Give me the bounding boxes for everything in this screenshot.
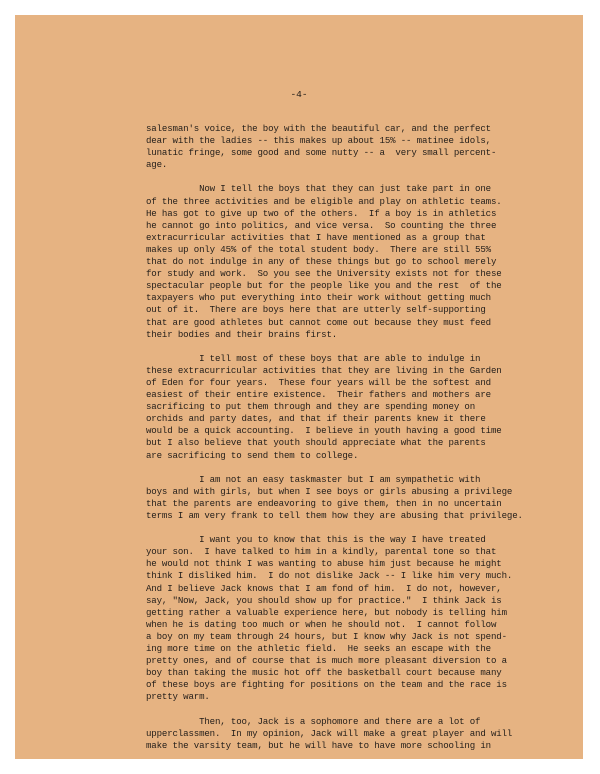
text-line: think I disliked him. I do not dislike Jack -- I like him very much. (146, 570, 513, 582)
text-line: I want you to know that this is the way I have treated (146, 534, 486, 546)
text-line: dear with the ladies -- this makes up about 15% -- matinee idols, (146, 135, 491, 147)
text-line: but I also believe that youth should appreciate what the parents (146, 437, 486, 449)
text-line: I tell most of these boys that are able to indulge in (146, 352, 481, 364)
text-line: of the three activities and be eligible and play on athletic teams. (146, 195, 502, 207)
text-line: And I believe Jack knows that I am fond of him. I do not, however, (146, 582, 502, 594)
text-line: sacrificing to put them through and they are spending money on (146, 401, 476, 413)
paragraph (146, 183, 561, 340)
text-line: easiest of their entire existence. Their fathers and mothers are (146, 389, 491, 401)
text-line: taxpayers who put everything into their work without getting much (146, 292, 491, 304)
paragraph (146, 474, 561, 522)
paragraph (146, 353, 561, 462)
text-line: that do not indulge in any of these things but go to school merely (146, 256, 497, 268)
text-line: are sacrificing to send them to college. (146, 449, 359, 461)
text-line: he would not think I was wanting to abuse him just because he might (146, 558, 502, 570)
text-line: pretty ones, and of course that is much more pleasant diversion to a (146, 655, 507, 667)
text-line: of these boys are fighting for positions on the team and the race is (146, 679, 507, 691)
text-line: make the varsity team, but he will have to have more schooling in (146, 739, 491, 751)
text-line: lunatic fringe, some good and some nutty -- a very small percent- (146, 147, 497, 159)
text-line: boy than taking the music hot off the basketball court because many (146, 667, 502, 679)
text-line: these extracurricular activities that they are living in the Garden (146, 364, 502, 376)
text-line: extracurricular activities that I have mentioned as a group that (146, 231, 486, 243)
document-page (15, 15, 583, 759)
text-line: when he is dating too much or when he should not. I cannot follow (146, 618, 497, 630)
text-line: would be a quick accounting. I believe in youth having a good time (146, 425, 502, 437)
paragraph (146, 123, 561, 171)
text-line: a boy on my team through 24 hours, but I know why Jack is not spend- (146, 630, 507, 642)
letter-body (146, 123, 561, 759)
text-line: terms I am very frank to tell them how they are abusing that privilege. (146, 510, 523, 521)
text-line: upperclassmen. In my opinion, Jack will make a great player and will (146, 727, 513, 739)
text-line: ing more time on the athletic field. He seeks an escape with the (146, 643, 491, 655)
text-line: boys and with girls, but when I see boys or girls abusing a privilege (146, 485, 513, 497)
text-line: orchids and party dates, and that if their parents knew it there (146, 413, 486, 425)
text-line: I am not an easy taskmaster but I am sympathetic with (146, 473, 481, 485)
text-line: Now I tell the boys that they can just take part in one (146, 183, 491, 195)
page-number: -4- (290, 89, 308, 100)
text-line: makes up only 45% of the total student body. There are still 55% (146, 243, 491, 255)
text-line: Then, too, Jack is a sophomore and there are a lot of (146, 715, 481, 727)
text-line: for study and work. So you see the University exists not for these (146, 268, 502, 280)
text-line: spectacular people but for the people like you and the rest of the (146, 280, 502, 292)
paragraph (146, 534, 561, 703)
text-line: getting rather a valuable experience here, but nobody is telling him (146, 606, 507, 618)
text-line: that the parents are endeavoring to give them, then in no uncertain (146, 497, 502, 509)
text-line: of Eden for four years. These four years will be the softest and (146, 376, 491, 388)
text-line: pretty warm. (146, 691, 210, 703)
text-line: say, "Now, Jack, you should show up for practice." I think Jack is (146, 594, 502, 606)
paragraph (146, 716, 561, 752)
text-line: that are good athletes but cannot come out because they must feed (146, 316, 491, 328)
text-line: your son. I have talked to him in a kindly, parental tone so that (146, 546, 497, 558)
text-line: He has got to give up two of the others. If a boy is in athletics (146, 207, 497, 219)
text-line: salesman's voice, the boy with the beautiful car, and the perfect (146, 123, 491, 134)
text-line: out of it. There are boys here that are utterly self-supporting (146, 304, 486, 316)
text-line: age. (146, 159, 168, 171)
text-line: their bodies and their brains first. (146, 328, 338, 340)
text-line: he cannot go into politics, and vice versa. So counting the three (146, 219, 497, 231)
